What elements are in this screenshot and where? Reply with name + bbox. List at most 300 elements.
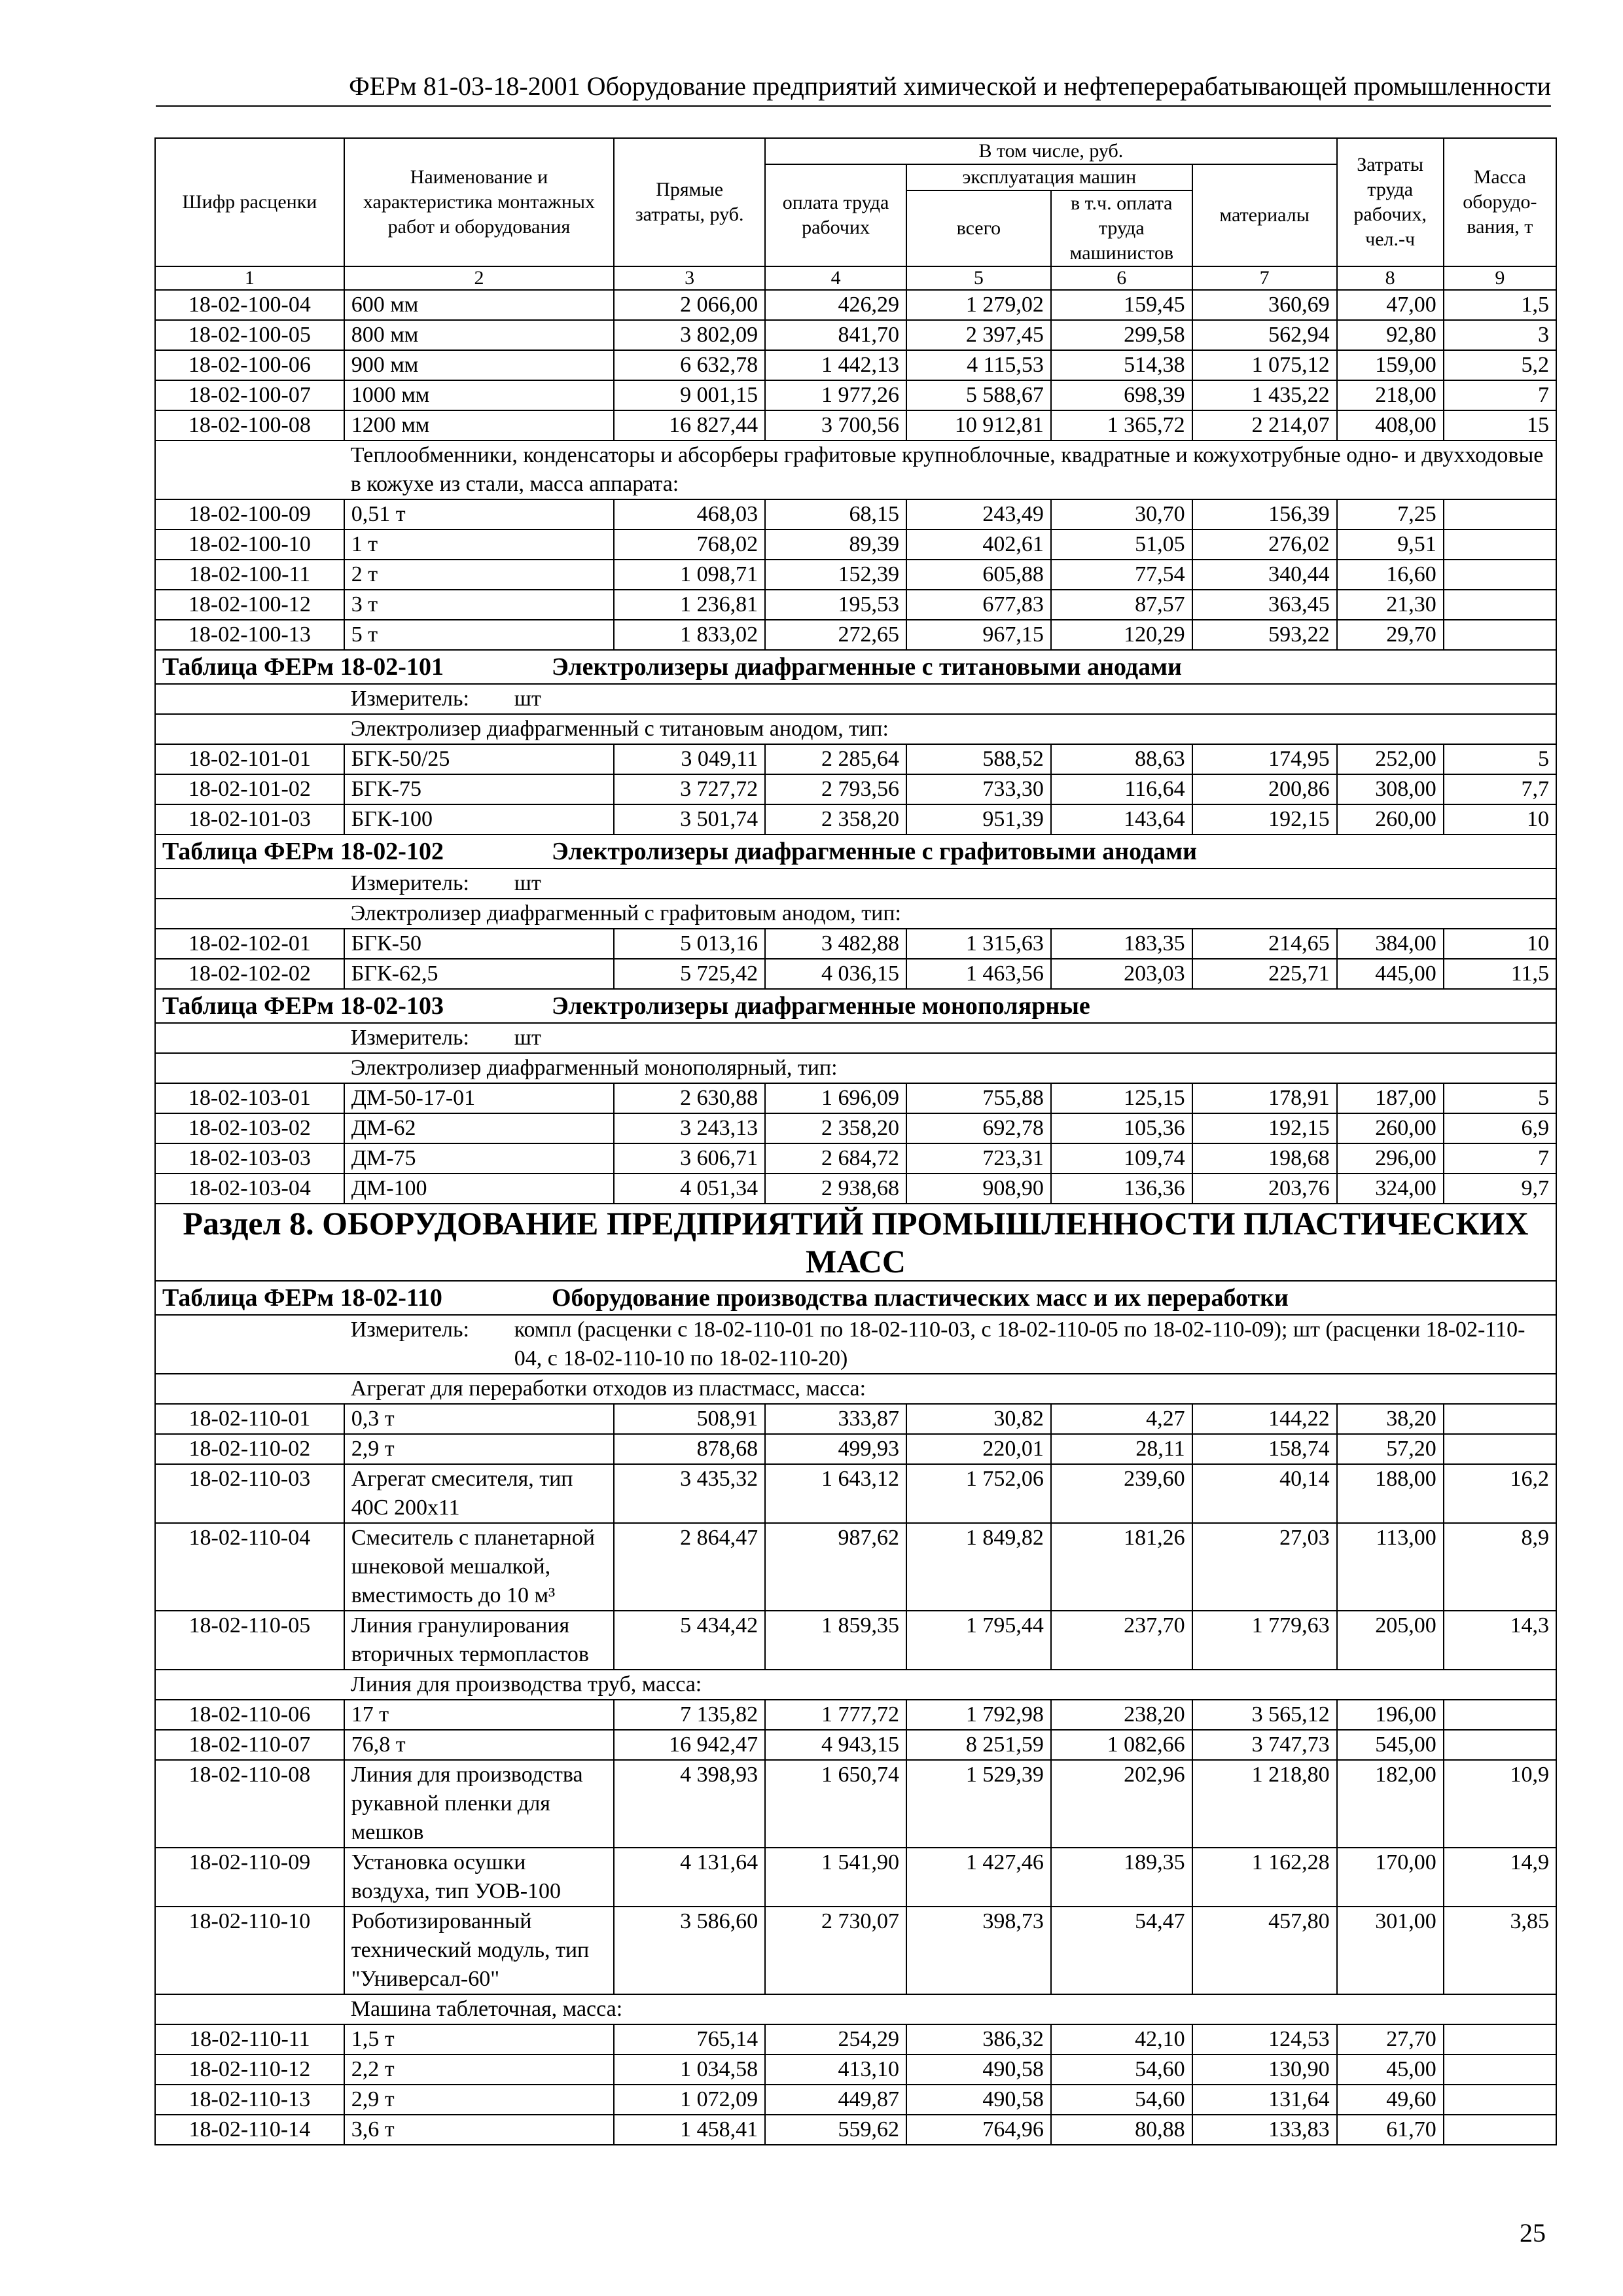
labor-hours: 159,00 — [1337, 350, 1444, 380]
machine-costs: 967,15 — [906, 620, 1051, 650]
equipment-mass: 9,7 — [1444, 1174, 1556, 1204]
direct-costs: 16 827,44 — [614, 410, 765, 440]
work-name: БГК-50/25 — [344, 744, 614, 774]
work-name: Линия для производства рукавной пленки для мешков — [344, 1760, 614, 1848]
group-caption-row — [155, 1374, 1556, 1404]
table-title: Электролизеры диафрагменные монополярные — [552, 992, 1090, 1020]
table-row — [155, 2024, 1556, 2054]
materials-cost: 198,68 — [1192, 1143, 1337, 1174]
materials-cost: 225,71 — [1192, 959, 1337, 989]
worker-wages: 2 793,56 — [765, 774, 906, 804]
materials-cost: 1 779,63 — [1192, 1611, 1337, 1670]
col-header-code: Шифр расценки — [155, 138, 344, 266]
table-row — [155, 2085, 1556, 2115]
work-name: 5 т — [344, 620, 614, 650]
machine-costs: 1 463,56 — [906, 959, 1051, 989]
table-row — [155, 1700, 1556, 1730]
materials-cost: 276,02 — [1192, 529, 1337, 560]
column-number-row — [155, 266, 1556, 290]
labor-hours: 47,00 — [1337, 290, 1444, 320]
equipment-mass: 6,9 — [1444, 1113, 1556, 1143]
machinist-wages: 120,29 — [1051, 620, 1192, 650]
direct-costs: 3 243,13 — [614, 1113, 765, 1143]
table-row — [155, 744, 1556, 774]
table-row — [155, 2054, 1556, 2085]
rate-code: 18-02-110-02 — [155, 1434, 344, 1464]
direct-costs: 508,91 — [614, 1404, 765, 1434]
table-row — [155, 1464, 1556, 1523]
materials-cost: 562,94 — [1192, 320, 1337, 350]
materials-cost: 1 218,80 — [1192, 1760, 1337, 1848]
group-caption: Теплообменники, конденсаторы и абсорберы графитовые крупноблочные, квадратные и кожухотрубные одно- и двухходовые в кожухе из стали, масса аппарата: — [344, 440, 1556, 499]
rate-code: 18-02-110-14 — [155, 2115, 344, 2145]
materials-cost: 2 214,07 — [1192, 410, 1337, 440]
labor-hours: 445,00 — [1337, 959, 1444, 989]
materials-cost: 133,83 — [1192, 2115, 1337, 2145]
work-name: 1000 мм — [344, 380, 614, 410]
worker-wages: 195,53 — [765, 590, 906, 620]
machinist-wages: 28,11 — [1051, 1434, 1192, 1464]
work-name: 3 т — [344, 590, 614, 620]
column-number: 2 — [344, 266, 614, 290]
table-row — [155, 1404, 1556, 1434]
machinist-wages: 143,64 — [1051, 804, 1192, 834]
column-number: 9 — [1444, 266, 1556, 290]
table-row — [155, 1730, 1556, 1760]
labor-hours: 29,70 — [1337, 620, 1444, 650]
materials-cost: 144,22 — [1192, 1404, 1337, 1434]
column-number: 6 — [1051, 266, 1192, 290]
labor-hours: 252,00 — [1337, 744, 1444, 774]
work-name: 1200 мм — [344, 410, 614, 440]
equipment-mass: 5 — [1444, 1083, 1556, 1113]
equipment-mass: 7,7 — [1444, 774, 1556, 804]
worker-wages: 4 036,15 — [765, 959, 906, 989]
worker-wages: 3 700,56 — [765, 410, 906, 440]
worker-wages: 1 859,35 — [765, 1611, 906, 1670]
equipment-mass: 10 — [1444, 929, 1556, 959]
table-title: Электролизеры диафрагменные с титановыми анодами — [552, 653, 1182, 681]
unit-label: Измеритель: — [350, 1318, 469, 1342]
materials-cost: 363,45 — [1192, 590, 1337, 620]
table-heading-row — [155, 1281, 1556, 1315]
labor-hours: 408,00 — [1337, 410, 1444, 440]
worker-wages: 2 684,72 — [765, 1143, 906, 1174]
worker-wages: 1 541,90 — [765, 1848, 906, 1907]
labor-hours: 170,00 — [1337, 1848, 1444, 1907]
table-row — [155, 804, 1556, 834]
group-caption-row — [155, 1994, 1556, 2024]
direct-costs: 878,68 — [614, 1434, 765, 1464]
table-heading-row — [155, 989, 1556, 1023]
table-row — [155, 1083, 1556, 1113]
work-name: Агрегат смесителя, тип 40С 200х11 — [344, 1464, 614, 1523]
labor-hours: 92,80 — [1337, 320, 1444, 350]
machine-costs: 243,49 — [906, 499, 1051, 529]
materials-cost: 1 075,12 — [1192, 350, 1337, 380]
col-header-direct-costs: Прямые затраты, руб. — [614, 138, 765, 266]
direct-costs: 1 072,09 — [614, 2085, 765, 2115]
equipment-mass: 15 — [1444, 410, 1556, 440]
unit-row — [155, 869, 1556, 899]
unit-label: Измеритель: — [350, 1026, 469, 1050]
machine-costs: 1 279,02 — [906, 290, 1051, 320]
machinist-wages: 88,63 — [1051, 744, 1192, 774]
rate-code: 18-02-110-01 — [155, 1404, 344, 1434]
rate-code: 18-02-100-10 — [155, 529, 344, 560]
caption-blank — [155, 869, 344, 899]
machine-costs: 30,82 — [906, 1404, 1051, 1434]
materials-cost: 156,39 — [1192, 499, 1337, 529]
rate-code: 18-02-100-11 — [155, 560, 344, 590]
machine-costs: 588,52 — [906, 744, 1051, 774]
labor-hours: 260,00 — [1337, 804, 1444, 834]
work-name: БГК-100 — [344, 804, 614, 834]
work-name: БГК-50 — [344, 929, 614, 959]
rate-code: 18-02-110-05 — [155, 1611, 344, 1670]
worker-wages: 449,87 — [765, 2085, 906, 2115]
work-name: Роботизированный технический модуль, тип "Универсал-60" — [344, 1907, 614, 1994]
equipment-mass: 10,9 — [1444, 1760, 1556, 1848]
table-row — [155, 1523, 1556, 1611]
direct-costs: 3 435,32 — [614, 1464, 765, 1523]
rate-code: 18-02-103-01 — [155, 1083, 344, 1113]
group-caption: Линия для производства труб, масса: — [344, 1670, 1556, 1700]
equipment-mass — [1444, 1434, 1556, 1464]
group-caption-row — [155, 899, 1556, 929]
labor-hours: 260,00 — [1337, 1113, 1444, 1143]
machinist-wages: 514,38 — [1051, 350, 1192, 380]
worker-wages: 2 358,20 — [765, 1113, 906, 1143]
column-number: 7 — [1192, 266, 1337, 290]
direct-costs: 9 001,15 — [614, 380, 765, 410]
table-header — [155, 138, 1556, 290]
machinist-wages: 189,35 — [1051, 1848, 1192, 1907]
work-name: ДМ-50-17-01 — [344, 1083, 614, 1113]
machine-costs: 490,58 — [906, 2054, 1051, 2085]
col-header-materials: материалы — [1192, 164, 1337, 266]
materials-cost: 593,22 — [1192, 620, 1337, 650]
equipment-mass: 8,9 — [1444, 1523, 1556, 1611]
materials-cost: 178,91 — [1192, 1083, 1337, 1113]
running-header: ФЕРм 81-03-18-2001 Оборудование предприятий химической и нефтеперерабатывающей промышленности — [156, 71, 1551, 107]
machinist-wages: 202,96 — [1051, 1760, 1192, 1848]
work-name: 1 т — [344, 529, 614, 560]
labor-hours: 7,25 — [1337, 499, 1444, 529]
work-name: ДМ-100 — [344, 1174, 614, 1204]
table-row — [155, 1434, 1556, 1464]
labor-hours: 57,20 — [1337, 1434, 1444, 1464]
table-row — [155, 529, 1556, 560]
machinist-wages: 125,15 — [1051, 1083, 1192, 1113]
section-heading-row — [155, 1204, 1556, 1281]
direct-costs: 4 398,93 — [614, 1760, 765, 1848]
materials-cost: 3 747,73 — [1192, 1730, 1337, 1760]
machine-costs: 1 792,98 — [906, 1700, 1051, 1730]
equipment-mass: 5 — [1444, 744, 1556, 774]
direct-costs: 768,02 — [614, 529, 765, 560]
work-name: 76,8 т — [344, 1730, 614, 1760]
col-header-machines-total: всего — [906, 190, 1051, 266]
work-name: ДМ-62 — [344, 1113, 614, 1143]
equipment-mass — [1444, 1700, 1556, 1730]
labor-hours: 61,70 — [1337, 2115, 1444, 2145]
table-heading — [155, 989, 1556, 1023]
equipment-mass — [1444, 2115, 1556, 2145]
worker-wages: 841,70 — [765, 320, 906, 350]
direct-costs: 4 131,64 — [614, 1848, 765, 1907]
rate-code: 18-02-100-09 — [155, 499, 344, 529]
labor-hours: 49,60 — [1337, 2085, 1444, 2115]
work-name: Установка осушки воздуха, тип УОВ-100 — [344, 1848, 614, 1907]
materials-cost: 214,65 — [1192, 929, 1337, 959]
equipment-mass: 5,2 — [1444, 350, 1556, 380]
direct-costs: 2 066,00 — [614, 290, 765, 320]
table-body — [155, 290, 1556, 2145]
worker-wages: 499,93 — [765, 1434, 906, 1464]
machinist-wages: 237,70 — [1051, 1611, 1192, 1670]
rate-code: 18-02-110-12 — [155, 2054, 344, 2085]
rate-code: 18-02-110-08 — [155, 1760, 344, 1848]
table-heading-row — [155, 650, 1556, 684]
labor-hours: 45,00 — [1337, 2054, 1444, 2085]
equipment-mass — [1444, 590, 1556, 620]
materials-cost: 1 435,22 — [1192, 380, 1337, 410]
machinist-wages: 299,58 — [1051, 320, 1192, 350]
rate-code: 18-02-110-06 — [155, 1700, 344, 1730]
direct-costs: 4 051,34 — [614, 1174, 765, 1204]
worker-wages: 68,15 — [765, 499, 906, 529]
worker-wages: 426,29 — [765, 290, 906, 320]
labor-hours: 324,00 — [1337, 1174, 1444, 1204]
page-number: 25 — [1520, 2218, 1546, 2248]
worker-wages: 1 643,12 — [765, 1464, 906, 1523]
labor-hours: 384,00 — [1337, 929, 1444, 959]
group-caption: Электролизер диафрагменный монополярный, тип: — [344, 1053, 1556, 1083]
machine-costs: 1 315,63 — [906, 929, 1051, 959]
direct-costs: 2 630,88 — [614, 1083, 765, 1113]
labor-hours: 296,00 — [1337, 1143, 1444, 1174]
table-row — [155, 1143, 1556, 1174]
equipment-mass: 7 — [1444, 380, 1556, 410]
unit-label: Измеритель: — [350, 687, 469, 711]
col-header-name: Наименование и характеристика монтажных работ и оборудования — [344, 138, 614, 266]
machine-costs: 1 849,82 — [906, 1523, 1051, 1611]
machine-costs: 764,96 — [906, 2115, 1051, 2145]
caption-blank — [155, 1053, 344, 1083]
table-row — [155, 1113, 1556, 1143]
work-name: 1,5 т — [344, 2024, 614, 2054]
machine-costs: 733,30 — [906, 774, 1051, 804]
machinist-wages: 105,36 — [1051, 1113, 1192, 1143]
rate-code: 18-02-102-01 — [155, 929, 344, 959]
col-header-mass: Масса оборудо-вания, т — [1444, 138, 1556, 266]
labor-hours: 27,70 — [1337, 2024, 1444, 2054]
rate-code: 18-02-100-08 — [155, 410, 344, 440]
table-row — [155, 590, 1556, 620]
worker-wages: 4 943,15 — [765, 1730, 906, 1760]
materials-cost: 457,80 — [1192, 1907, 1337, 1994]
machine-costs: 1 752,06 — [906, 1464, 1051, 1523]
direct-costs: 7 135,82 — [614, 1700, 765, 1730]
group-caption-row — [155, 714, 1556, 744]
machinist-wages: 54,47 — [1051, 1907, 1192, 1994]
direct-costs: 1 236,81 — [614, 590, 765, 620]
rate-code: 18-02-103-02 — [155, 1113, 344, 1143]
work-name: 2 т — [344, 560, 614, 590]
col-header-wages: оплата труда рабочих — [765, 164, 906, 266]
table-code: Таблица ФЕРм 18-02-101 — [162, 653, 444, 681]
col-header-machinist-wages: в т.ч. оплата труда машинистов — [1051, 190, 1192, 266]
work-name: Линия гранулирования вторичных термопластов — [344, 1611, 614, 1670]
unit-label: Измеритель: — [350, 871, 469, 895]
table-row — [155, 774, 1556, 804]
table-row — [155, 1174, 1556, 1204]
direct-costs: 5 013,16 — [614, 929, 765, 959]
worker-wages: 413,10 — [765, 2054, 906, 2085]
direct-costs: 3 802,09 — [614, 320, 765, 350]
machine-costs: 490,58 — [906, 2085, 1051, 2115]
rate-code: 18-02-103-04 — [155, 1174, 344, 1204]
machinist-wages: 42,10 — [1051, 2024, 1192, 2054]
labor-hours: 16,60 — [1337, 560, 1444, 590]
equipment-mass: 16,2 — [1444, 1464, 1556, 1523]
column-number: 3 — [614, 266, 765, 290]
rate-code: 18-02-110-07 — [155, 1730, 344, 1760]
materials-cost: 130,90 — [1192, 2054, 1337, 2085]
materials-cost: 124,53 — [1192, 2024, 1337, 2054]
rate-code: 18-02-100-05 — [155, 320, 344, 350]
unit-value: шт — [514, 1026, 541, 1050]
caption-blank — [155, 714, 344, 744]
work-name: ДМ-75 — [344, 1143, 614, 1174]
rate-code: 18-02-100-12 — [155, 590, 344, 620]
equipment-mass — [1444, 620, 1556, 650]
machinist-wages: 183,35 — [1051, 929, 1192, 959]
machinist-wages: 87,57 — [1051, 590, 1192, 620]
machinist-wages: 203,03 — [1051, 959, 1192, 989]
machine-costs: 1 795,44 — [906, 1611, 1051, 1670]
labor-hours: 218,00 — [1337, 380, 1444, 410]
equipment-mass — [1444, 2085, 1556, 2115]
machine-costs: 755,88 — [906, 1083, 1051, 1113]
labor-hours: 545,00 — [1337, 1730, 1444, 1760]
labor-hours: 113,00 — [1337, 1523, 1444, 1611]
labor-hours: 205,00 — [1337, 1611, 1444, 1670]
machine-costs: 908,90 — [906, 1174, 1051, 1204]
machine-costs: 386,32 — [906, 2024, 1051, 2054]
labor-hours: 38,20 — [1337, 1404, 1444, 1434]
work-name: 2,9 т — [344, 1434, 614, 1464]
caption-blank — [155, 440, 344, 499]
machinist-wages: 116,64 — [1051, 774, 1192, 804]
caption-blank — [155, 899, 344, 929]
worker-wages: 1 696,09 — [765, 1083, 906, 1113]
worker-wages: 333,87 — [765, 1404, 906, 1434]
unit-row — [155, 1315, 1556, 1374]
machine-costs: 220,01 — [906, 1434, 1051, 1464]
materials-cost: 158,74 — [1192, 1434, 1337, 1464]
machine-costs: 605,88 — [906, 560, 1051, 590]
caption-blank — [155, 1994, 344, 2024]
rate-code: 18-02-110-13 — [155, 2085, 344, 2115]
worker-wages: 3 482,88 — [765, 929, 906, 959]
machinist-wages: 54,60 — [1051, 2054, 1192, 2085]
group-caption-row — [155, 1053, 1556, 1083]
worker-wages: 2 938,68 — [765, 1174, 906, 1204]
materials-cost: 40,14 — [1192, 1464, 1337, 1523]
labor-hours: 188,00 — [1337, 1464, 1444, 1523]
direct-costs: 3 501,74 — [614, 804, 765, 834]
direct-costs: 2 864,47 — [614, 1523, 765, 1611]
group-caption: Машина таблеточная, масса: — [344, 1994, 1556, 2024]
equipment-mass: 14,9 — [1444, 1848, 1556, 1907]
work-name: 900 мм — [344, 350, 614, 380]
work-name: 3,6 т — [344, 2115, 614, 2145]
table-row — [155, 2115, 1556, 2145]
rate-code: 18-02-101-01 — [155, 744, 344, 774]
rate-code: 18-02-110-09 — [155, 1848, 344, 1907]
table-row — [155, 350, 1556, 380]
column-number: 1 — [155, 266, 344, 290]
work-name: БГК-75 — [344, 774, 614, 804]
labor-hours: 9,51 — [1337, 529, 1444, 560]
worker-wages: 2 285,64 — [765, 744, 906, 774]
machinist-wages: 1 082,66 — [1051, 1730, 1192, 1760]
machinist-wages: 51,05 — [1051, 529, 1192, 560]
table-heading — [155, 1281, 1556, 1315]
table-code: Таблица ФЕРм 18-02-102 — [162, 838, 444, 865]
equipment-mass: 7 — [1444, 1143, 1556, 1174]
worker-wages: 272,65 — [765, 620, 906, 650]
table-row — [155, 959, 1556, 989]
col-header-labor: Затраты труда рабочих, чел.-ч — [1337, 138, 1444, 266]
equipment-mass: 1,5 — [1444, 290, 1556, 320]
col-header-including: В том числе, руб. — [765, 138, 1336, 164]
machine-costs: 10 912,81 — [906, 410, 1051, 440]
group-caption: Электролизер диафрагменный с графитовым анодом, тип: — [344, 899, 1556, 929]
direct-costs: 1 458,41 — [614, 2115, 765, 2145]
unit-cell — [344, 1023, 1556, 1053]
worker-wages: 2 730,07 — [765, 1907, 906, 1994]
unit-row — [155, 1023, 1556, 1053]
table-row — [155, 380, 1556, 410]
equipment-mass — [1444, 1404, 1556, 1434]
column-number: 8 — [1337, 266, 1444, 290]
direct-costs: 1 098,71 — [614, 560, 765, 590]
rate-code: 18-02-110-10 — [155, 1907, 344, 1994]
work-name: 600 мм — [344, 290, 614, 320]
worker-wages: 559,62 — [765, 2115, 906, 2145]
machine-costs: 5 588,67 — [906, 380, 1051, 410]
work-name: 0,3 т — [344, 1404, 614, 1434]
table-heading — [155, 650, 1556, 684]
col-header-machines: эксплуатация машин — [906, 164, 1192, 190]
equipment-mass — [1444, 529, 1556, 560]
direct-costs: 3 586,60 — [614, 1907, 765, 1994]
rate-code: 18-02-100-07 — [155, 380, 344, 410]
table-title: Оборудование производства пластических масс и их переработки — [552, 1284, 1289, 1312]
rate-code: 18-02-101-03 — [155, 804, 344, 834]
section-heading: Раздел 8. ОБОРУДОВАНИЕ ПРЕДПРИЯТИЙ ПРОМЫШЛЕННОСТИ ПЛАСТИЧЕСКИХ МАСС — [155, 1204, 1556, 1281]
unit-cell — [344, 1315, 1556, 1374]
materials-cost: 340,44 — [1192, 560, 1337, 590]
table-row — [155, 1611, 1556, 1670]
direct-costs: 1 034,58 — [614, 2054, 765, 2085]
machinist-wages: 77,54 — [1051, 560, 1192, 590]
group-caption: Электролизер диафрагменный с титановым анодом, тип: — [344, 714, 1556, 744]
machine-costs: 723,31 — [906, 1143, 1051, 1174]
